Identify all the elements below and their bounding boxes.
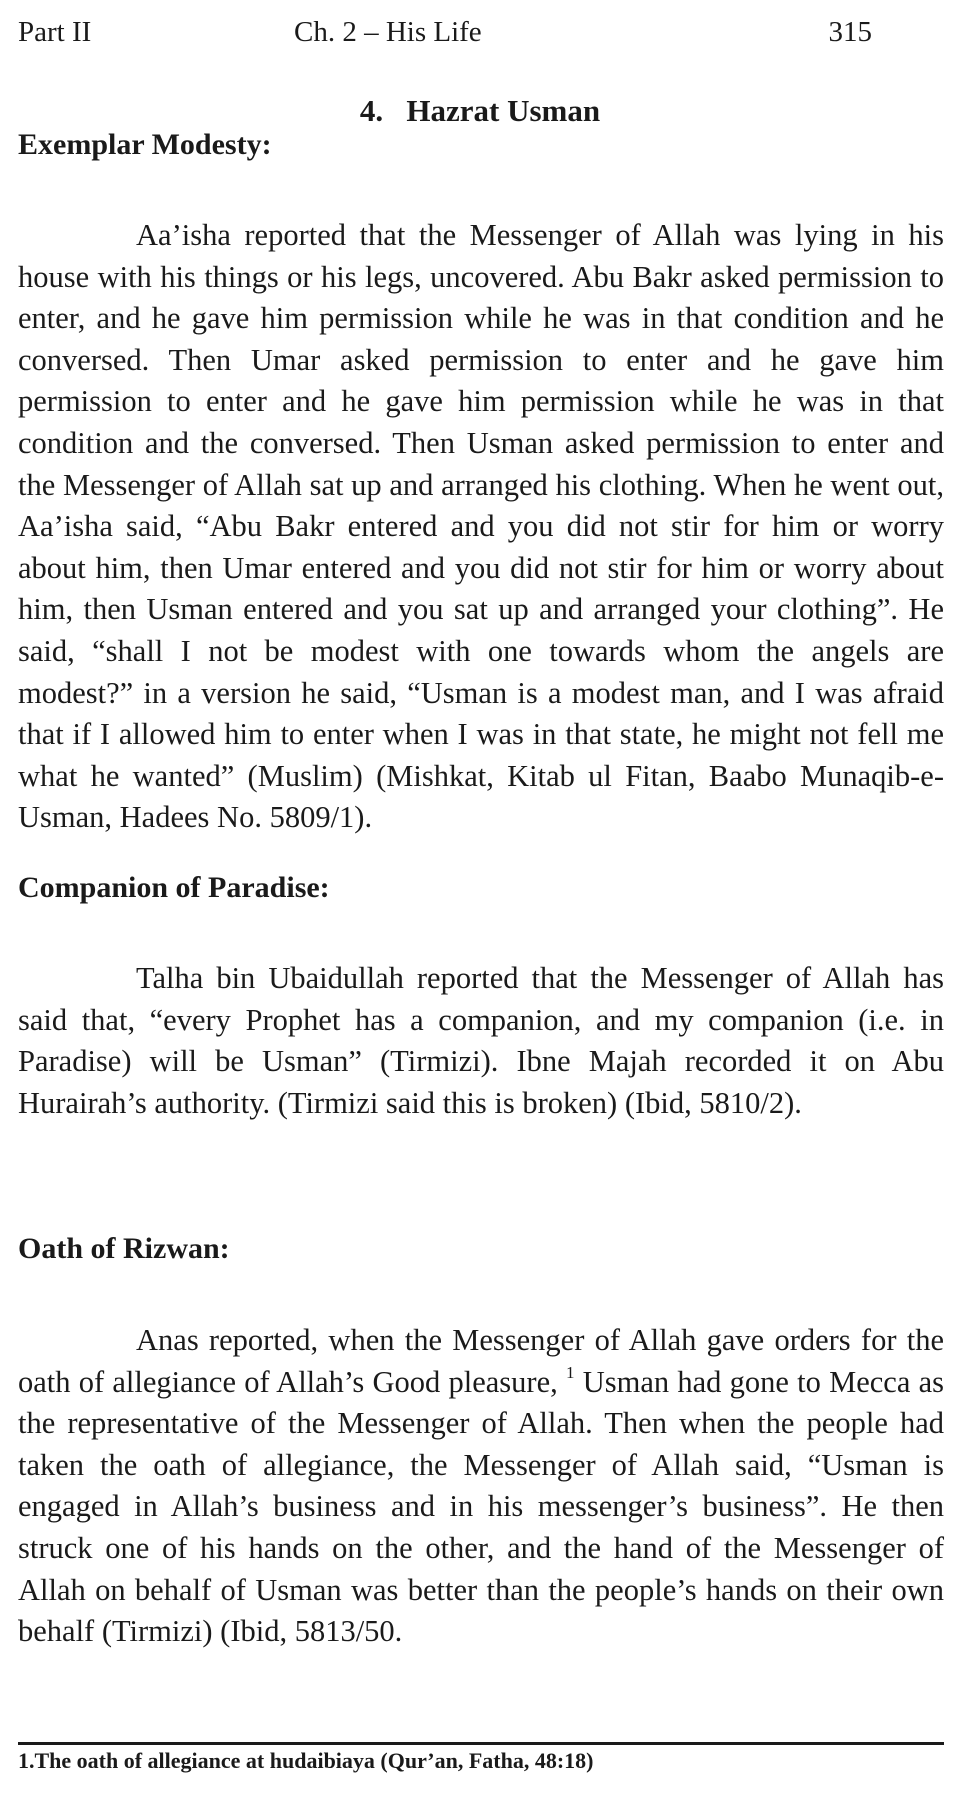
- paragraph-oath-part-2: Usman had gone to Mecca as the representative of the Messenger of Allah. Then when the people had taken the oath of allegiance, the Messenger of Allah said, “Usman is engaged in Allah’s business and in his messenger’s business”. He then struck one of his hands on the other, and the hand of the Messenger of Allah on behalf of Usman was better than the people’s hands on their own behalf (Tirmizi) (Ibid, 5813/50.: [18, 1364, 944, 1649]
- running-header: [18, 12, 942, 52]
- footnote-marker: 1: [565, 1362, 575, 1382]
- paragraph-exemplar-modesty: Aa’isha reported that the Messenger of Allah was lying in his house with his things or his legs, uncovered. Abu Bakr asked permission to enter, and he gave him permission while he was in that condition and he conversed. Then Umar asked permission to enter and he gave him permission to enter and he gave him permission while he was in that condition and the conversed. Then Usman asked permission to enter and the Messenger of Allah sat up and arranged his clothing. When he went out, Aa’isha said, “Abu Bakr entered and you did not stir for him or worry about him, then Umar entered and you did not stir for him or worry about him, then Usman entered and you sat up and arranged your clothing”. He said, “shall I not be modest with one towards whom the angels are modest?” in a version he said, “Usman is a modest man, and I was afraid that if I allowed him to enter when I was in that state, he might not fell me what he wanted” (Muslim) (Mishkat, Kitab ul Fitan, Baabo Munaqib-e-Usman, Hadees No. 5809/1).: [18, 218, 944, 835]
- header-chapter: Ch. 2 – His Life: [294, 16, 482, 48]
- heading-exemplar-modesty: Exemplar Modesty:: [18, 128, 272, 161]
- paragraph-companion-of-paradise: Talha bin Ubaidullah reported that the Messenger of Allah has said that, “every Prophet has a companion, and my companion (i.e. in Paradise) will be Usman” (Tirmizi). Ibne Majah recorded it on Abu Hurairah’s authority. (Tirmizi said this is broken) (Ibid, 5810/2).: [18, 961, 944, 1120]
- footnote-divider: [18, 1742, 944, 1745]
- footnote-text: 1.The oath of allegiance at hudaibiaya (Qur’an, Fatha, 48:18): [18, 1748, 594, 1773]
- header-part: Part II: [18, 16, 92, 48]
- paragraph-oath-part-1: Anas reported, when the Messenger of Allah gave orders for the oath of allegiance of Allah’s Good pleasure,: [18, 1323, 944, 1399]
- section-title: 4. Hazrat Usman: [359, 93, 601, 128]
- paragraph-oath-of-rizwan: [18, 1320, 944, 1653]
- heading-oath-of-rizwan: Oath of Rizwan:: [18, 1232, 230, 1265]
- heading-companion-of-paradise: Companion of Paradise:: [18, 871, 330, 904]
- page-number: 315: [828, 16, 872, 48]
